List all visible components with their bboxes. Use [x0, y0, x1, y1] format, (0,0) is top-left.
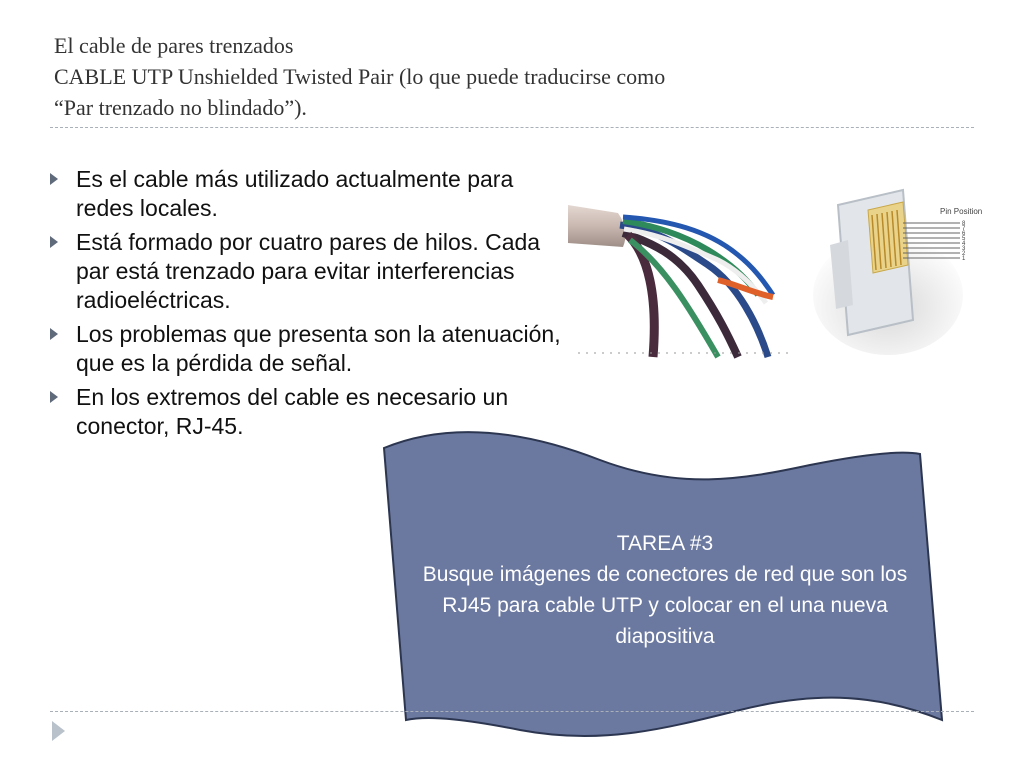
- next-slide-arrow-icon[interactable]: [52, 721, 65, 741]
- triangle-right-icon: [50, 236, 58, 248]
- pin-number: 3: [962, 246, 966, 252]
- pin-position-caption: Pin Position: [940, 207, 983, 216]
- homework-banner: [380, 430, 950, 745]
- pin-number: 5: [962, 236, 966, 242]
- bullet-text: Está formado por cuatro pares de hilos. Cada par está trenzado para evitar interferencias radioeléctricas.: [76, 229, 541, 313]
- triangle-right-icon: [50, 328, 58, 340]
- title-line-1: El cable de pares trenzados: [54, 33, 294, 58]
- banner-heading: TAREA #3: [616, 532, 714, 555]
- slide-title: [54, 30, 984, 123]
- bullet-list: [44, 165, 564, 446]
- pin-number: 8: [962, 221, 966, 227]
- pin-number: 7: [962, 226, 966, 232]
- pin-number: 4: [962, 241, 966, 247]
- bullet-text: Es el cable más utilizado actualmente para redes locales.: [76, 166, 514, 221]
- bullet-text: En los extremos del cable es necesario un conector, RJ-45.: [76, 384, 509, 439]
- title-line-2: CABLE UTP Unshielded Twisted Pair (lo que puede traducirse como: [54, 64, 666, 89]
- footer-divider: [50, 711, 974, 712]
- triangle-right-icon: [50, 173, 58, 185]
- bullet-item: [44, 228, 564, 315]
- title-line-3: “Par trenzado no blindado”).: [54, 95, 307, 120]
- pin-number: 1: [962, 256, 966, 262]
- bullet-text: Los problemas que presenta son la atenuación, que es la pérdida de señal.: [76, 321, 561, 376]
- cable-illustration: [568, 185, 983, 357]
- bullet-item: [44, 165, 564, 223]
- utp-cable-rj45-image: [568, 185, 983, 357]
- bullet-item: [44, 320, 564, 378]
- banner-body: Busque imágenes de conectores de red que son los RJ45 para cable UTP y colocar en el una nueva diapositiva: [422, 563, 908, 648]
- triangle-right-icon: [50, 391, 58, 403]
- title-divider: [50, 127, 974, 128]
- pin-number: 6: [962, 231, 966, 237]
- banner-text: [410, 528, 920, 652]
- pin-number: 2: [962, 251, 966, 257]
